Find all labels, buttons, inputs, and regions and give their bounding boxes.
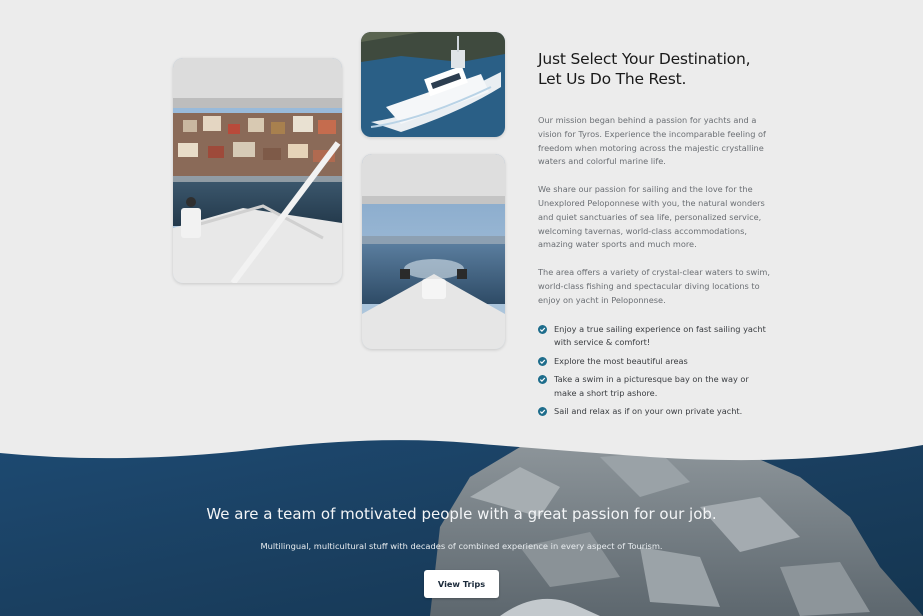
yacht-photo — [361, 32, 505, 137]
team-banner — [0, 437, 923, 616]
passion-paragraph: We share our passion for sailing and the love for the Unexplored Peloponnese with you, the natural wonders and quiet sanctuaries of sea life, personalized service, welcoming tavernas, world-class accommodations, amazing water sports and much more. — [538, 184, 765, 250]
feature-item — [538, 373, 770, 401]
feature-text: Take a swim in a picturesque bay on the way or make a short trip ashore. — [554, 373, 749, 398]
team-subtitle: Multilingual, multicultural stuff with decades of combined experience in every aspect of Tourism. — [260, 541, 663, 551]
section-heading — [538, 49, 770, 89]
check-circle-icon — [538, 357, 547, 366]
check-circle-icon — [538, 407, 547, 416]
area-paragraph: The area offers a variety of crystal-clear waters to swim, world-class fishing and spectacular diving locations to enjoy on yacht in Peloponnese. — [538, 267, 770, 305]
about-content — [538, 49, 770, 423]
feature-item — [538, 323, 770, 351]
check-circle-icon — [538, 375, 547, 384]
feature-text: Enjoy a true sailing experience on fast sailing yacht with service & comfort! — [554, 323, 766, 348]
heading-line-2: Let Us Do The Rest. — [538, 70, 687, 88]
team-heading: We are a team of motivated people with a great passion for our job. — [206, 505, 717, 523]
harbor-photo — [173, 58, 342, 283]
heading-line-1: Just Select Your Destination, — [538, 50, 751, 68]
view-trips-button[interactable]: View Trips — [424, 570, 499, 598]
check-circle-icon — [538, 325, 547, 334]
feature-list — [538, 323, 770, 419]
feature-text: Sail and relax as if on your own private yacht. — [554, 406, 743, 417]
bow-view-photo — [362, 154, 505, 349]
feature-item — [538, 405, 770, 419]
mission-paragraph: Our mission began behind a passion for yachts and a vision for Tyros. Experience the incomparable feeling of freedom when motoring across the majestic crystalline waters and colorful marine life. — [538, 115, 766, 167]
feature-text: Explore the most beautiful areas — [554, 355, 688, 366]
feature-item — [538, 355, 770, 369]
